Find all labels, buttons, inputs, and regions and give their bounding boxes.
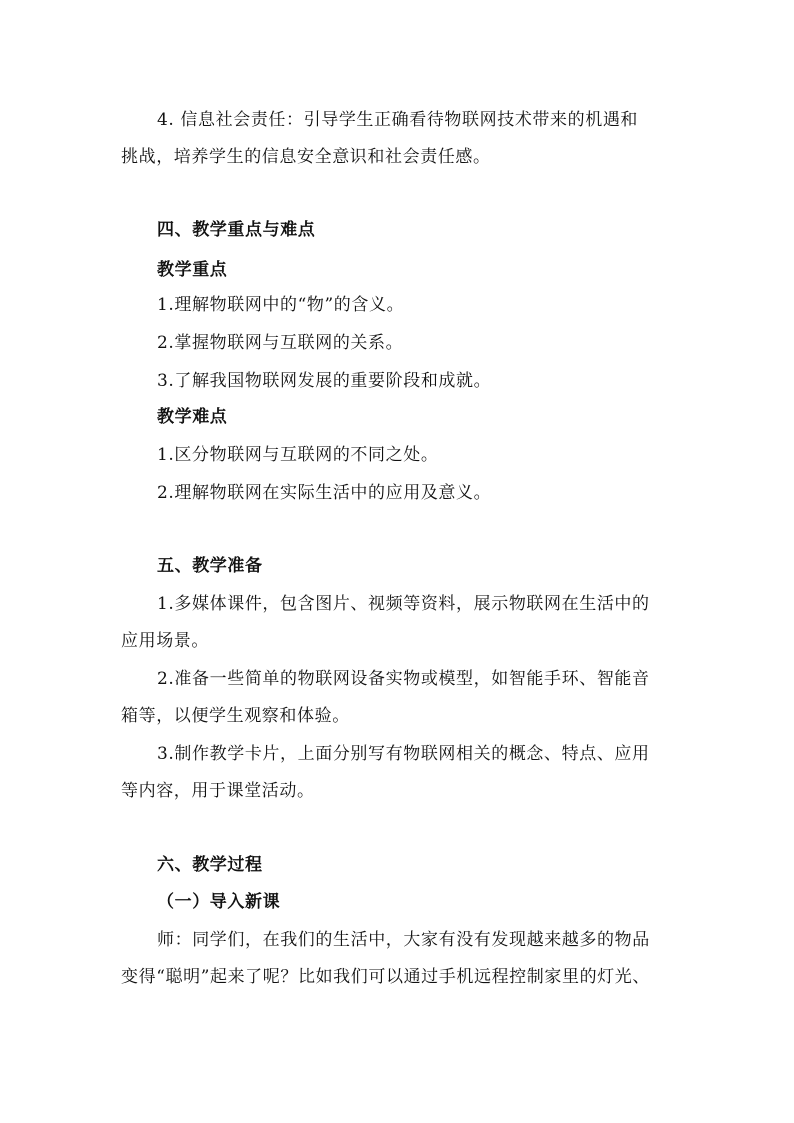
preparation-3-line-2: 等内容，用于课堂活动。 (121, 781, 315, 801)
difficulty-2: 2.理解物联网在实际生活中的应用及意义。 (157, 483, 492, 503)
key-point-3: 3.了解我国物联网发展的重要阶段和成就。 (157, 371, 492, 391)
preparation-2-line-1: 2.准备一些简单的物联网设备实物或模型，如智能手环、智能音 (157, 669, 650, 689)
preparation-1-line-1: 1.多媒体课件，包含图片、视频等资料，展示物联网在生活中的 (157, 594, 650, 614)
section-6-heading: 六、教学过程 (157, 855, 263, 875)
section-4-heading: 四、教学重点与难点 (157, 220, 316, 240)
intro-paragraph-line-2: 变得“聪明”起来了呢？比如我们可以通过手机远程控制家里的灯光、 (121, 967, 650, 987)
objective-4-line-2: 挑战，培养学生的信息安全意识和社会责任感。 (121, 147, 491, 167)
section-5-heading: 五、教学准备 (157, 556, 263, 576)
difficulties-heading: 教学难点 (157, 407, 228, 427)
intro-paragraph-line-1: 师：同学们，在我们的生活中，大家有没有发现越来越多的物品 (157, 930, 650, 950)
subsection-1-heading: （一）导入新课 (157, 892, 281, 912)
preparation-2-line-2: 箱等，以便学生观察和体验。 (121, 706, 350, 726)
difficulty-1: 1.区分物联网与互联网的不同之处。 (157, 445, 439, 465)
key-points-heading: 教学重点 (157, 260, 228, 280)
key-point-2: 2.掌握物联网与互联网的关系。 (157, 333, 404, 353)
preparation-1-line-2: 应用场景。 (121, 631, 209, 651)
key-point-1: 1.理解物联网中的“物”的含义。 (157, 295, 405, 315)
preparation-3-line-1: 3.制作教学卡片，上面分别写有物联网相关的概念、特点、应用 (157, 744, 650, 764)
objective-4-line-1: 4. 信息社会责任：引导学生正确看待物联网技术带来的机遇和 (157, 110, 639, 130)
